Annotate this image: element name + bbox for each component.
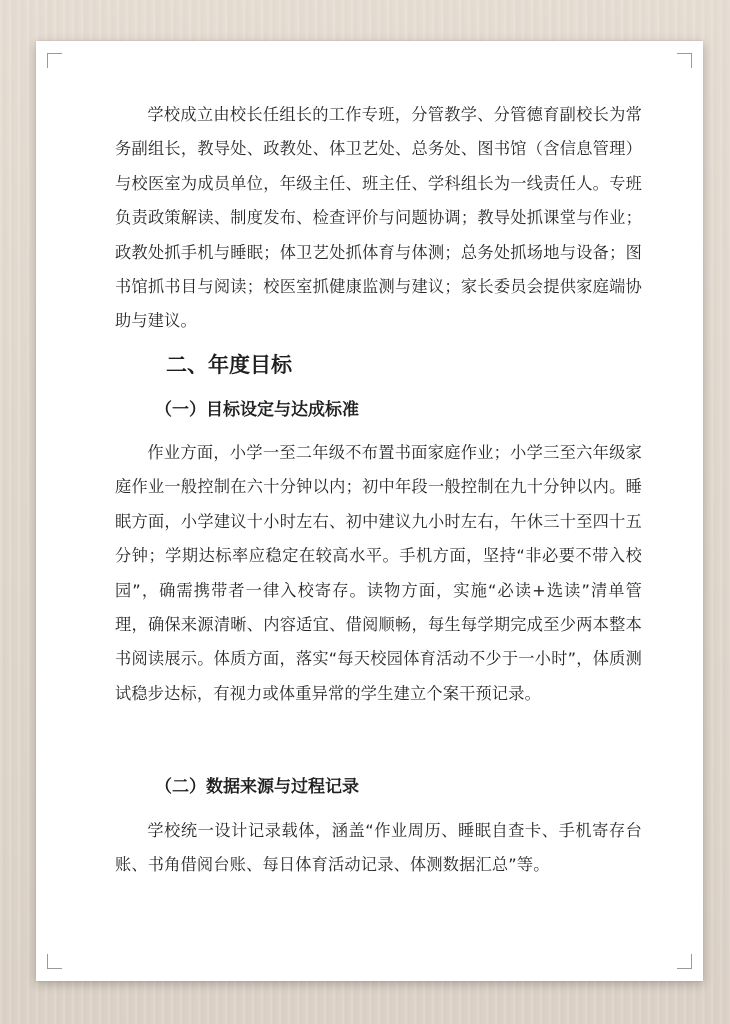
paragraph-goal-standards: 作业方面，小学一至二年级不布置书面家庭作业；小学三至六年级家庭作业一般控制在六十分钟以内；初中年段一般控制在九十分钟以内。睡眠方面，小学建议十小时左右、初中建议九小时左右，午休三十至四十五分钟；学期达标率应稳定在较高水平。手机方面，坚持“非必要不带入校园”，确需携带者一律入校寄存。读物方面，实施“必读+选读”清单管理，确保来源清晰、内容适宜、借阅顺畅，每生每学期完成至少两本整本书阅读展示。体质方面，落实“每天校园体育活动不少于一小时”，体质测试稳步达标，有视力或体重异常的学生建立个案干预记录。	[115, 443, 642, 703]
document-body	[115, 98, 642, 883]
crop-mark-bottom-right	[677, 954, 692, 969]
paragraph-record-carriers: 学校统一设计记录载体，涵盖“作业周历、睡眠自查卡、手机寄存台账、书角借阅台账、每日体育活动记录、体测数据汇总”等。	[115, 821, 642, 875]
heading-goal-setting: （一）目标设定与达成标准	[155, 400, 359, 420]
paragraph-working-group: 学校成立由校长任组长的工作专班，分管教学、分管德育副校长为常务副组长，教导处、政教处、体卫艺处、总务处、图书馆（含信息管理）与校医室为成员单位，年级主任、班主任、学科组长为一线责任人。专班负责政策解读、制度发布、检查评价与问题协调；教导处抓课堂与作业；政教处抓手机与睡眠；体卫艺处抓体育与体测；总务处抓场地与设备；图书馆抓书目与阅读；校医室抓健康监测与建议；家长委员会提供家庭端协助与建议。	[115, 105, 642, 331]
crop-mark-top-right	[677, 53, 692, 68]
heading-annual-goals: 二、年度目标	[166, 353, 292, 377]
document-page	[36, 41, 703, 981]
crop-mark-bottom-left	[47, 954, 62, 969]
heading-data-sources: （二）数据来源与过程记录	[155, 777, 359, 797]
crop-mark-top-left	[47, 53, 62, 68]
